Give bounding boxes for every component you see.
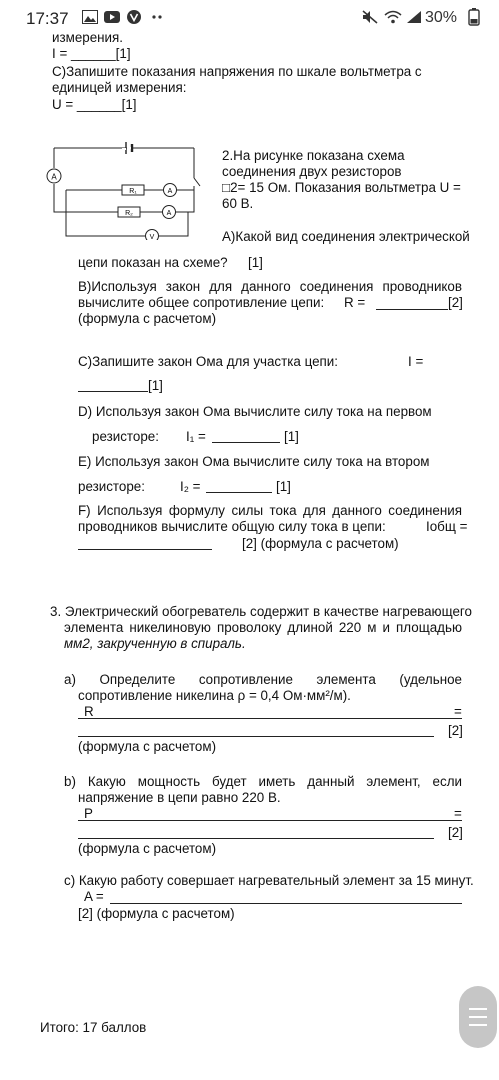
- q2b-mark: [2]: [448, 295, 463, 310]
- q2d-line2: резисторе:: [92, 429, 159, 444]
- q2a-line2: цепи показан на схеме?: [78, 255, 228, 270]
- q2d-i1: I₁ =: [186, 429, 206, 444]
- q2f-line2: проводников вычислите общую силу тока в цепи:: [78, 519, 386, 534]
- q2b-note: (формула с расчетом): [78, 311, 217, 326]
- q3c-answer-line[interactable]: [110, 903, 462, 904]
- q2-line1: 2.На рисунке показана схема: [222, 148, 405, 163]
- document-page: [0, 30, 499, 1080]
- q3-line1: 3. Электрический обогреватель содержит в качестве нагревающего: [50, 604, 472, 619]
- ammeter-main-label: A: [51, 172, 57, 182]
- q2-line3: □2= 15 Ом. Показания вольтметра U =: [222, 180, 461, 195]
- q3b-answer-line2[interactable]: [78, 838, 434, 839]
- ammeter-1-label: A: [167, 188, 173, 195]
- voltage-answer-line: U = ______[1]: [52, 97, 137, 112]
- q2f-mark: [2] (формула с расчетом): [242, 536, 399, 551]
- q3-line3: мм2, закрученную в спираль.: [64, 636, 246, 651]
- q3c-note: [2] (формула с расчетом): [78, 906, 235, 921]
- q2a-line1: А)Какой вид соединения электрической: [222, 229, 470, 244]
- q3b-line2: напряжение в цепи равно 220 В.: [78, 790, 281, 805]
- q2e-line2: резисторе:: [78, 479, 145, 494]
- mute-icon: [362, 10, 378, 24]
- q2e-mark: [1]: [276, 479, 291, 494]
- youtube-icon: [104, 10, 120, 24]
- q3a-line1: a) Определите сопротивление элемента (удельное: [64, 672, 462, 687]
- switch: [194, 178, 200, 186]
- q2f-itotal: Iобщ =: [426, 519, 468, 534]
- q2d-line1: D) Используя закон Ома вычислите силу тока на первом: [78, 404, 432, 419]
- q2-line2: соединения двух резисторов: [222, 164, 402, 179]
- q3c-line1: c) Какую работу совершает нагревательный элемент за 15 минут.: [64, 873, 474, 888]
- q3-line2: элемента никелиновую проволоку длиной 220 м и площадью: [64, 620, 462, 635]
- q2d-answer-line[interactable]: [212, 442, 280, 443]
- q2b-line1: В)Используя закон для данного соединения проводников: [78, 279, 462, 294]
- cut-text: измерения.: [52, 30, 124, 45]
- menu-button[interactable]: [459, 986, 497, 1048]
- q2b-line2: вычислите общее сопротивление цепи:: [78, 295, 325, 310]
- battery-percent: 30%: [425, 9, 458, 26]
- ammeter-2-label: A: [166, 210, 172, 217]
- q3a-eq: =: [454, 704, 462, 719]
- q2c-mark: [1]: [148, 378, 163, 393]
- battery-icon: [468, 8, 480, 26]
- q3b-answer-line1[interactable]: [78, 820, 462, 821]
- q3b-p: P: [84, 806, 93, 821]
- q3a-line2: сопротивление никелина ρ = 0,4 Ом·мм²/м).: [78, 688, 351, 703]
- q2a-mark: [1]: [248, 255, 263, 270]
- total-points: Итого: 17 баллов: [40, 1020, 147, 1035]
- q3a-mark: [2]: [448, 723, 463, 738]
- q2c-answer-line[interactable]: [78, 391, 148, 392]
- voltmeter-label: V: [149, 234, 155, 240]
- clock: 17:37: [26, 9, 69, 28]
- wifi-icon: [384, 10, 402, 24]
- q3b-mark: [2]: [448, 825, 463, 840]
- q3a-answer-line2[interactable]: [78, 736, 434, 737]
- q3a-note: (формула с расчетом): [78, 739, 217, 754]
- resistor-r1-label: R₁: [129, 188, 137, 195]
- q3b-line1: b) Какую мощность будет иметь данный элемент, если: [64, 774, 462, 789]
- q2c-i: I =: [408, 354, 424, 369]
- more-icon: [150, 10, 166, 24]
- resistor-r2-label: R₂: [125, 210, 133, 217]
- q2c-line1: С)Запишите закон Ома для участка цепи:: [78, 354, 338, 369]
- q2e-answer-line[interactable]: [206, 492, 272, 493]
- q2e-line1: E) Используя закон Ома вычислите силу тока на втором: [78, 454, 430, 469]
- q1c-line2: единицей измерения:: [52, 80, 187, 95]
- v-icon: [126, 10, 142, 24]
- q2b-r: R =: [344, 295, 366, 310]
- image-icon: [82, 10, 98, 24]
- q3a-r: R: [84, 704, 94, 719]
- q3a-answer-line1[interactable]: [78, 718, 462, 719]
- q3b-note: (формула с расчетом): [78, 841, 217, 856]
- current-answer-line: I = ______[1]: [52, 46, 131, 61]
- q1c-line1: С)Запишите показания напряжения по шкале вольтметра с: [52, 64, 422, 79]
- circuit-diagram: [44, 140, 214, 240]
- q2f-line1: F) Используя формулу силы тока для данного соединения: [78, 503, 462, 518]
- q2e-i2: I₂ =: [180, 479, 201, 494]
- q3b-eq: =: [454, 806, 462, 821]
- q2b-answer-line[interactable]: [376, 309, 448, 310]
- q3c-a: A =: [84, 889, 104, 904]
- q2d-mark: [1]: [284, 429, 299, 444]
- q2-line4: 60 В.: [222, 196, 254, 211]
- signal-icon: [406, 10, 422, 24]
- q2f-answer-line[interactable]: [78, 549, 212, 550]
